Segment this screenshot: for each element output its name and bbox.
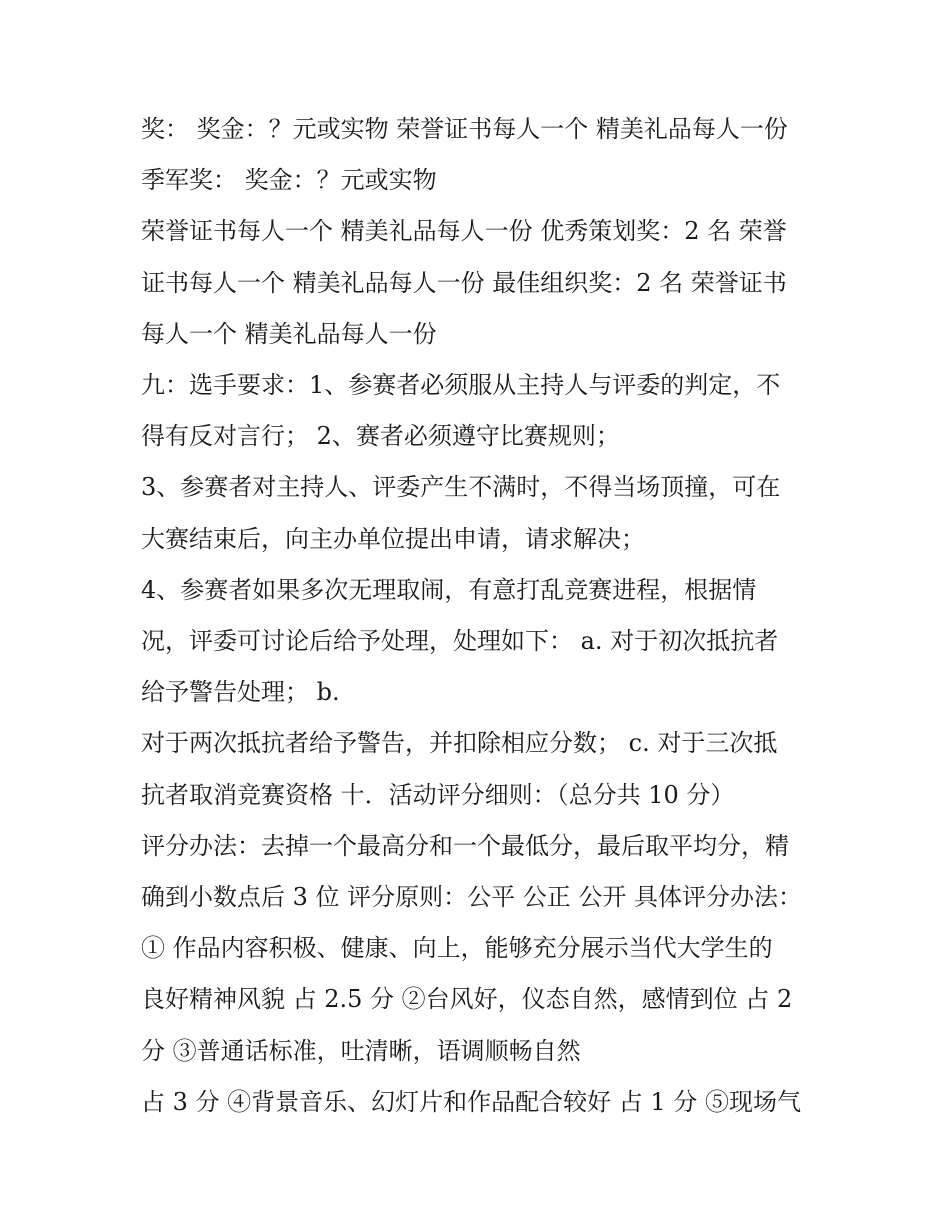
text-line: 良好精神风貌 占 2.5 分 ②台风好，仪态自然，感情到位 占 2 bbox=[141, 985, 793, 1014]
text-line: 每人一个 精美礼品每人一份 bbox=[141, 319, 437, 348]
text-line: 九：选手要求：1、参赛者必须服从主持人与评委的判定，不 bbox=[141, 371, 781, 400]
text-line: 分 ③普通话标准，吐清晰，语调顺畅自然 bbox=[141, 1036, 581, 1065]
text-line: 占 3 分 ④背景音乐、幻灯片和作品配合较好 占 1 分 ⑤现场气 bbox=[141, 1087, 801, 1116]
text-line: 证书每人一个 精美礼品每人一份 最佳组织奖：2 名 荣誉证书 bbox=[141, 268, 787, 297]
text-line: 得有反对言行； 2、赛者必须遵守比赛规则； bbox=[141, 422, 620, 451]
document-body bbox=[141, 104, 821, 1128]
text-line: 3、参赛者对主持人、评委产生不满时，不得当场顶撞，可在 bbox=[141, 473, 781, 502]
text-line: 大赛结束后，向主办单位提出申请，请求解决； bbox=[141, 524, 645, 553]
text-line: 抗者取消竞赛资格 十．活动评分细则：（总分共 10 分） bbox=[141, 780, 735, 809]
text-line: 4、参赛者如果多次无理取闹，有意打乱竞赛进程，根据情 bbox=[141, 575, 757, 604]
text-line: 季军奖： 奖金：？元或实物 bbox=[141, 166, 437, 195]
text-line: 对于两次抵抗者给予警告，并扣除相应分数； c. 对于三次抵 bbox=[141, 729, 778, 758]
text-line: 给予警告处理； b. bbox=[141, 678, 340, 707]
text-line: ① 作品内容积极、健康、向上，能够充分展示当代大学生的 bbox=[141, 934, 773, 963]
text-line: 荣誉证书每人一个 精美礼品每人一份 优秀策划奖：2 名 荣誉 bbox=[141, 217, 787, 246]
text-line: 确到小数点后 3 位 评分原则：公平 公正 公开 具体评分办法： bbox=[141, 883, 803, 912]
text-line: 评分办法：去掉一个最高分和一个最低分，最后取平均分，精 bbox=[141, 831, 789, 860]
text-line: 况，评委可讨论后给予处理，处理如下： a. 对于初次抵抗者 bbox=[141, 627, 779, 656]
text-line: 奖： 奖金：？元或实物 荣誉证书每人一个 精美礼品每人一份 bbox=[141, 115, 788, 143]
